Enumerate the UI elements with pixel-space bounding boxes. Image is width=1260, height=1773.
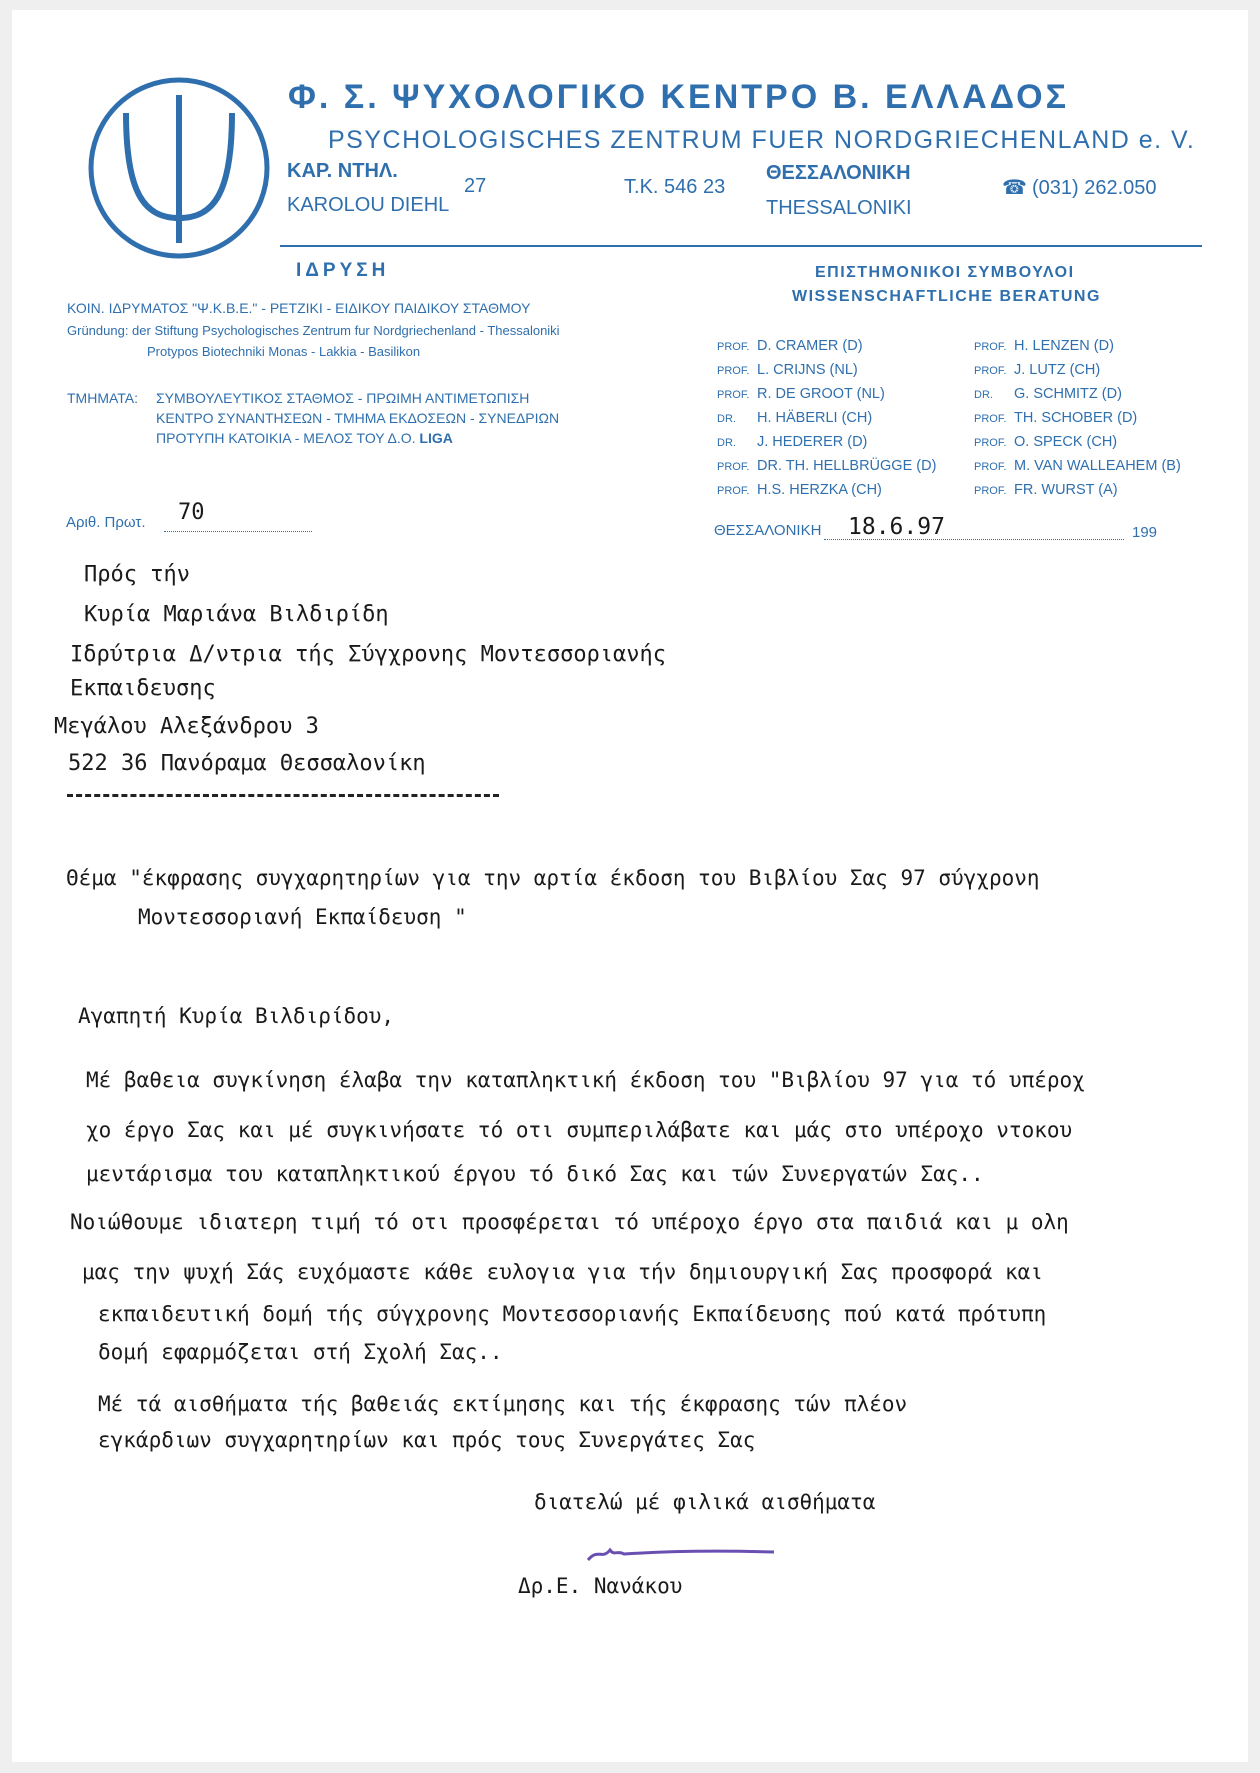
advisor-title: PROF. (717, 341, 750, 353)
departments-line-1: ΣΥΜΒΟΥΛΕΥΤΙΚΟΣ ΣΤΑΘΜΟΣ - ΠΡΩΙΜΗ ΑΝΤΙΜΕΤΩΠΙΣΗ (156, 390, 530, 406)
advisor-entry (974, 410, 1137, 426)
advisor-title: DR. (717, 437, 736, 449)
advisor-name: H. LENZEN (D) (1014, 338, 1114, 354)
salutation: Αγαπητή Κυρία Βιλδιρίδου, (78, 1004, 395, 1028)
body-line: Νοιώθουμε ιδιατερη τιμή τό οτι προσφέρεται τό υπέροχο έργο στα παιδιά και μ ολη (70, 1210, 1069, 1234)
advisor-name: H. HÄBERLI (CH) (757, 410, 873, 426)
advisor-entry (717, 410, 872, 426)
advisor-name: H.S. HERZKA (CH) (757, 482, 882, 498)
body-line: εκπαιδευτική δομή τής σύγχρονης Μοντεσσοριανής Εκπαίδευσης πού κατά πρότυπη (98, 1302, 1047, 1326)
advisor-entry (974, 362, 1100, 378)
advisor-entry (717, 482, 882, 498)
body-line: χο έργο Σας και μέ συγκινήσατε τό οτι συμπεριλάβατε και μάς στο υπέροχο ντοκου (86, 1118, 1073, 1142)
reference-label: Αριθ. Πρωτ. (66, 514, 146, 531)
body-line: μας την ψυχή Σάς ευχόμαστε κάθε ευλογια για τήν δημιουργική Σας προσφορά και (82, 1260, 1043, 1284)
advisor-entry (717, 434, 867, 450)
city-latin: THESSALONIKI (766, 197, 912, 219)
departments-line-2: ΚΕΝΤΡΟ ΣΥΝΑΝΤΗΣΕΩΝ - ΤΜΗΜΑ ΕΚΔΟΣΕΩΝ - ΣΥΝΕΔΡΙΩΝ (156, 410, 560, 426)
phone-icon: ☎ (1002, 177, 1027, 199)
advisor-title: PROF. (717, 461, 750, 473)
advisor-title: PROF. (974, 461, 1007, 473)
advisor-title: PROF. (717, 485, 750, 497)
advisor-title: PROF. (717, 389, 750, 401)
phone-number: (031) 262.050 (1032, 177, 1157, 199)
advisor-entry (717, 338, 863, 354)
recipient-line-5: Μεγάλου Αλεξάνδρου 3 (54, 714, 319, 739)
advisor-title: PROF. (974, 437, 1007, 449)
advisor-name: O. SPECK (CH) (1014, 434, 1118, 450)
subject-line-1: Θέμα "έκφρασης συγχαρητηρίων για την αρτία έκδοση του Βιβλίου Σας 97 σύγχρονη (66, 866, 1040, 890)
date-place-label: ΘΕΣΣΑΛΟΝΙΚΗ (714, 522, 822, 539)
recipient-line-3: Ιδρύτρια Δ/ντρια τής Σύγχρονης Μοντεσσοριανής (70, 642, 667, 667)
advisor-name: L. CRIJNS (NL) (757, 362, 858, 378)
advisor-name: M. VAN WALLEAHEM (B) (1014, 458, 1181, 474)
founding-line-2: Gründung: der Stiftung Psychologisches Zentrum fur Nordgriechenland - Thessaloniki (67, 323, 560, 338)
letter-page (12, 10, 1248, 1762)
year-suffix: 199 (1132, 524, 1158, 541)
founding-title: ΙΔΡΥΣΗ (296, 260, 390, 281)
advisor-name: J. HEDERER (D) (757, 434, 868, 450)
advisor-name: DR. TH. HELLBRÜGGE (D) (757, 458, 937, 474)
reference-number: 70 (178, 500, 205, 525)
advisor-title: PROF. (974, 341, 1007, 353)
advisor-name: TH. SCHOBER (D) (1014, 410, 1138, 426)
advisors-title-greek: ΕΠΙΣΤΗΜΟΝΙΚΟΙ ΣΥΜΒΟΥΛΟΙ (815, 264, 1075, 281)
advisor-title: PROF. (974, 365, 1007, 377)
advisor-entry (974, 338, 1114, 354)
city-greek: ΘΕΣΣΑΛΟΝΙΚΗ (766, 162, 911, 184)
street-latin: KAROLOU DIEHL (287, 194, 450, 216)
subject-line-2: Μοντεσσοριανή Εκπαίδευση " (138, 905, 467, 929)
recipient-line-1: Πρός τήν (84, 562, 190, 587)
advisor-title: PROF. (974, 485, 1007, 497)
body-line: δομή εφαρμόζεται στή Σχολή Σας.. (98, 1340, 503, 1364)
recipient-line-4: Εκπαιδευσης (70, 676, 216, 701)
departments-label: ΤΜΗΜΑΤΑ: (67, 390, 139, 406)
advisor-entry (974, 458, 1181, 474)
street-greek: ΚΑΡ. ΝΤΗΛ. (287, 160, 398, 182)
psi-icon (84, 73, 274, 263)
advisor-entry (974, 386, 1122, 402)
advisor-name: G. SCHMITZ (D) (1014, 386, 1122, 402)
org-name-greek: Φ. Σ. ΨΥΧΟΛΟΓΙΚΟ ΚΕΝΤΡΟ Β. ΕΛΛΑΔΟΣ (288, 78, 1070, 116)
reference-dotline (164, 531, 312, 532)
advisors-title-german: WISSENSCHAFTLICHE BERATUNG (792, 288, 1101, 305)
liga-label: LIGA (419, 430, 453, 446)
departments-line-3-text: ΠΡΟΤΥΠΗ ΚΑΤΟΙΚΙΑ - ΜΕΛΟΣ ΤΟΥ Δ.Ο. (156, 430, 416, 446)
body-line: Μέ τά αισθήματα τής βαθειάς εκτίμησης και τής έκφρασης τών πλέον (98, 1392, 908, 1416)
advisor-name: R. DE GROOT (NL) (757, 386, 885, 402)
recipient-line-2: Κυρία Μαριάνα Βιλδιρίδη (84, 602, 389, 627)
postal-code: Τ.Κ. 546 23 (624, 176, 726, 198)
body-line: Μέ βαθεια συγκίνηση έλαβα την καταπληκτική έκδοση του "Βιβλίου 97 για τό υπέροχ (86, 1068, 1085, 1092)
advisor-name: J. LUTZ (CH) (1014, 362, 1101, 378)
advisor-name: FR. WURST (A) (1014, 482, 1118, 498)
closing-line: διατελώ μέ φιλικά αισθήματα (534, 1490, 876, 1514)
advisor-entry (717, 362, 858, 378)
org-name-german: PSYCHOLOGISCHES ZENTRUM FUER NORDGRIECHENLAND e. V. (328, 126, 1196, 154)
advisor-entry (717, 386, 885, 402)
letter-date: 18.6.97 (848, 514, 945, 540)
advisor-entry (974, 434, 1117, 450)
advisor-entry (974, 482, 1118, 498)
header-divider (280, 245, 1202, 247)
advisor-title: DR. (974, 389, 993, 401)
advisor-title: DR. (717, 413, 736, 425)
founding-line-1: ΚΟΙΝ. ΙΔΡΥΜΑΤΟΣ "Ψ.Κ.Β.Ε." - ΡΕΤΖΙΚΙ - ΕΙΔΙΚΟΥ ΠΑΙΔΙΚΟΥ ΣΤΑΘΜΟΥ (67, 300, 531, 316)
street-number: 27 (464, 175, 487, 197)
signature-mark (584, 1538, 784, 1568)
signature-name: Δρ.Ε. Νανάκου (518, 1574, 683, 1598)
address-underline (67, 794, 499, 797)
body-line: εγκάρδιων συγχαρητηρίων και πρός τους Συνεργάτες Σας (98, 1428, 756, 1452)
founding-line-3: Protypos Biotechniki Monas - Lakkia - Basilikon (147, 344, 421, 359)
advisor-name: D. CRAMER (D) (757, 338, 863, 354)
advisor-title: PROF. (974, 413, 1007, 425)
departments-line-3 (156, 430, 453, 446)
advisor-title: PROF. (717, 365, 750, 377)
advisor-entry (717, 458, 936, 474)
body-line: μεντάρισμα του καταπληκτικού έργου τό δικό Σας και τών Συνεργατών Σας.. (86, 1162, 984, 1186)
recipient-line-6: 522 36 Πανόραμα Θεσσαλονίκη (68, 751, 426, 776)
